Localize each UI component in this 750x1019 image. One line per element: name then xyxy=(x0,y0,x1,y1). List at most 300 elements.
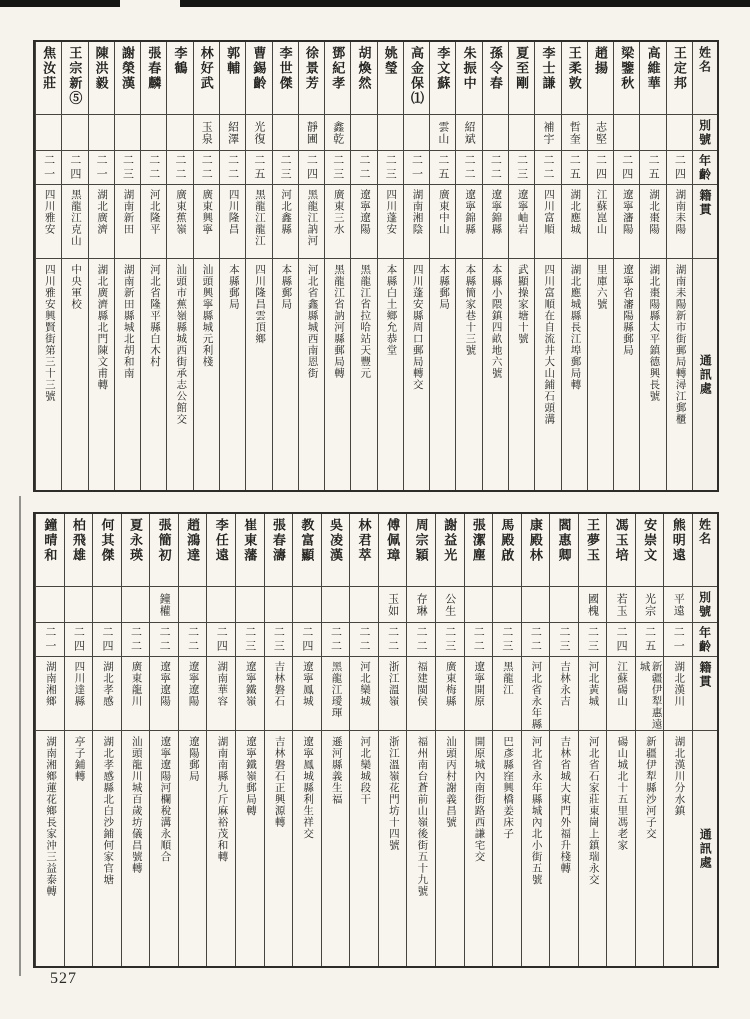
person-origin: 湖北廣濟 xyxy=(96,189,108,235)
person-name-cell xyxy=(325,42,350,114)
person-address: 河北省石家莊東崗上鎮瑞永交 xyxy=(587,736,599,886)
person-address: 湖南耒陽新市街郵局轉潯江郵櫃 xyxy=(674,264,686,425)
person-origin-cell xyxy=(407,656,435,730)
person-age-cell xyxy=(636,622,664,656)
person-column xyxy=(406,514,435,966)
person-name: 崔東藩 xyxy=(242,518,258,563)
person-name-cell xyxy=(322,514,350,586)
person-column xyxy=(377,42,403,490)
person-age-cell xyxy=(293,622,321,656)
person-age-cell xyxy=(150,622,178,656)
person-origin: 四川達縣 xyxy=(73,661,85,707)
person-origin: 黑龍江璦琿 xyxy=(330,661,342,719)
person-origin-cell xyxy=(351,184,376,258)
person-age: 二一 xyxy=(42,153,55,182)
person-name-cell xyxy=(436,514,464,586)
person-origin: 吉林磐石 xyxy=(273,661,285,707)
person-age: 二四 xyxy=(68,153,81,182)
person-name: 教富顯 xyxy=(299,518,315,563)
person-name: 周宗穎 xyxy=(413,518,429,563)
person-name: 張春濤 xyxy=(270,518,286,563)
person-age-cell xyxy=(36,622,64,656)
person-age-cell xyxy=(607,622,635,656)
person-address: 四川富順在自流井大山鋪石頭溝 xyxy=(543,264,555,425)
person-origin: 四川蓬安 xyxy=(385,189,397,235)
person-origin: 遼寧鳳城 xyxy=(301,661,313,707)
person-alias: 國槐 xyxy=(586,592,599,617)
person-origin: 廣東龍川 xyxy=(130,661,142,707)
person-age-cell xyxy=(194,150,219,184)
person-column xyxy=(219,42,245,490)
person-alias: 紹斌 xyxy=(463,120,476,145)
header-age xyxy=(693,622,717,656)
person-address-cell xyxy=(36,258,61,490)
person-column xyxy=(298,42,324,490)
person-alias: 雲山 xyxy=(436,120,449,145)
person-column xyxy=(292,514,321,966)
person-age-cell xyxy=(350,622,378,656)
person-age-cell xyxy=(614,150,639,184)
person-address-cell xyxy=(614,258,639,490)
person-name: 謝益光 xyxy=(442,518,458,563)
person-alias-cell xyxy=(65,586,93,622)
person-origin: 遼寧遼陽 xyxy=(358,189,370,235)
person-column xyxy=(349,514,378,966)
person-alias-cell xyxy=(483,114,508,150)
person-address: 湖北應城縣長江埠郵局轉 xyxy=(569,264,581,391)
person-column xyxy=(245,42,271,490)
person-age: 二三 xyxy=(515,153,528,182)
header-address-label: 通訊處 xyxy=(698,827,713,870)
person-age-cell xyxy=(246,150,271,184)
person-age: 二二 xyxy=(357,153,370,182)
person-age-cell xyxy=(273,150,298,184)
person-column xyxy=(666,42,692,490)
person-name-cell xyxy=(220,42,245,114)
person-age-cell xyxy=(456,150,481,184)
person-origin-cell xyxy=(436,656,464,730)
person-name: 焦汝莊 xyxy=(41,46,57,91)
person-name: 李世傑 xyxy=(277,46,293,91)
person-address-cell xyxy=(207,730,235,966)
person-origin: 湖南湘鄉 xyxy=(44,661,56,707)
person-age-cell xyxy=(404,150,429,184)
person-column xyxy=(350,42,376,490)
person-address: 本縣白土鄉允恭堂 xyxy=(385,264,397,356)
person-origin-cell xyxy=(483,184,508,258)
person-address: 湖北孝感縣北白沙鋪何家官塘 xyxy=(102,736,114,886)
person-origin: 湖南華容 xyxy=(216,661,228,707)
person-origin: 遼寧瀋陽 xyxy=(621,189,633,235)
person-alias-cell xyxy=(664,586,692,622)
person-origin: 湖北漢川 xyxy=(673,661,685,707)
person-column xyxy=(64,514,93,966)
person-age-cell xyxy=(167,150,192,184)
person-age-cell xyxy=(299,150,324,184)
person-age: 二四 xyxy=(72,625,85,654)
person-origin-cell xyxy=(430,184,455,258)
person-age: 二五 xyxy=(568,153,581,182)
header-alias-label: 別號 xyxy=(697,590,712,619)
person-origin-cell xyxy=(62,184,87,258)
person-age: 二四 xyxy=(215,625,228,654)
person-name: 胡煥然 xyxy=(356,46,372,91)
person-alias-cell xyxy=(179,586,207,622)
person-name: 李士謙 xyxy=(540,46,556,91)
person-address: 本縣郵局 xyxy=(227,264,239,310)
person-column xyxy=(166,42,192,490)
person-alias-cell xyxy=(141,114,166,150)
person-age: 二三 xyxy=(331,153,344,182)
person-address-cell xyxy=(265,730,293,966)
person-origin-cell xyxy=(636,656,664,730)
person-origin: 黑龍江龍江 xyxy=(253,189,265,247)
person-alias: 公生 xyxy=(443,592,456,617)
person-name: 熊明遠 xyxy=(670,518,686,563)
person-address-cell xyxy=(664,730,692,966)
person-age: 二五 xyxy=(252,153,265,182)
person-origin-cell xyxy=(89,184,114,258)
person-name: 李文蘇 xyxy=(435,46,451,91)
person-name: 林好武 xyxy=(198,46,214,91)
person-alias-cell xyxy=(456,114,481,150)
person-address-cell xyxy=(322,730,350,966)
person-alias-cell xyxy=(522,586,550,622)
person-name-cell xyxy=(89,42,114,114)
person-alias: 光復 xyxy=(252,120,265,145)
person-address: 湖南新田縣城北胡和南 xyxy=(122,264,134,379)
person-address: 浙江溫嶺花門坊十四號 xyxy=(387,736,399,851)
person-address-cell xyxy=(89,258,114,490)
person-alias: 鑫乾 xyxy=(331,120,344,145)
person-name-cell xyxy=(579,514,607,586)
person-address: 遼寧遼陽河欄稅溝永順合 xyxy=(159,736,171,863)
person-name: 郭輔 xyxy=(225,46,241,76)
person-address: 遼寧省瀋陽縣郵局 xyxy=(622,264,634,356)
person-address-cell xyxy=(194,258,219,490)
person-address-cell xyxy=(607,730,635,966)
person-name-cell xyxy=(483,42,508,114)
person-age-cell xyxy=(322,622,350,656)
person-alias-cell xyxy=(62,114,87,150)
person-name-cell xyxy=(351,42,376,114)
person-origin-cell xyxy=(456,184,481,258)
person-name: 孫令春 xyxy=(487,46,503,91)
person-origin: 黑龍江 xyxy=(501,661,513,696)
person-alias-cell xyxy=(325,114,350,150)
person-origin-cell xyxy=(522,656,550,730)
person-address: 遼陽郵局 xyxy=(187,736,199,782)
person-address: 本縣郵局 xyxy=(280,264,292,310)
person-address: 本縣郵局 xyxy=(438,264,450,310)
person-name: 張簡初 xyxy=(156,518,172,563)
person-origin: 湖北孝感 xyxy=(101,661,113,707)
person-address: 遜河縣義生福 xyxy=(330,736,342,805)
person-alias-cell xyxy=(436,586,464,622)
directory-table-upper xyxy=(33,40,719,492)
person-age: 二四 xyxy=(300,625,313,654)
person-address-cell xyxy=(465,730,493,966)
person-address: 汕頭龍川城百歲坊儀昌號轉 xyxy=(130,736,142,874)
person-origin: 廣東梅縣 xyxy=(444,661,456,707)
person-name: 陳洪毅 xyxy=(93,46,109,91)
person-address-cell xyxy=(640,258,665,490)
person-origin: 湖南湘陰 xyxy=(411,189,423,235)
person-age: 二二 xyxy=(472,625,485,654)
person-name-cell xyxy=(667,42,692,114)
person-origin: 江蘇碭山 xyxy=(616,661,628,707)
person-name-cell xyxy=(493,514,521,586)
person-origin-cell xyxy=(579,656,607,730)
person-alias-cell xyxy=(150,586,178,622)
person-age: 二一 xyxy=(43,625,56,654)
person-address-cell xyxy=(236,730,264,966)
person-name-cell xyxy=(273,42,298,114)
person-alias-cell xyxy=(550,586,578,622)
person-age: 二五 xyxy=(643,625,656,654)
person-age-cell xyxy=(179,622,207,656)
person-alias: 光宗 xyxy=(643,592,656,617)
header-address xyxy=(693,730,717,966)
person-name-cell xyxy=(404,42,429,114)
person-age: 二一 xyxy=(672,625,685,654)
person-column xyxy=(178,514,207,966)
person-age-cell xyxy=(509,150,534,184)
person-address-cell xyxy=(436,730,464,966)
person-address: 開原城內南街路西謙宅交 xyxy=(473,736,485,863)
person-alias-cell xyxy=(220,114,245,150)
person-alias-cell xyxy=(36,114,61,150)
person-origin-cell xyxy=(122,656,150,730)
person-address-cell xyxy=(636,730,664,966)
person-alias-cell xyxy=(322,586,350,622)
person-name: 謝榮漢 xyxy=(119,46,135,91)
person-age: 二五 xyxy=(436,153,449,182)
person-origin-cell xyxy=(246,184,271,258)
person-alias: 志堅 xyxy=(594,120,607,145)
person-age: 二二 xyxy=(541,153,554,182)
person-address-cell xyxy=(351,258,376,490)
person-column xyxy=(35,42,61,490)
person-origin-cell xyxy=(614,184,639,258)
person-column xyxy=(140,42,166,490)
person-origin: 河北隆平 xyxy=(148,189,160,235)
person-address: 汕頭市蕉嶺縣城西街承志公館交 xyxy=(175,264,187,425)
person-alias-cell xyxy=(535,114,560,150)
person-origin: 遼寧遼陽 xyxy=(159,661,171,707)
person-column xyxy=(561,42,587,490)
person-age: 二二 xyxy=(329,625,342,654)
person-origin-cell xyxy=(664,656,692,730)
person-origin-cell xyxy=(236,656,264,730)
person-alias: 玉泉 xyxy=(200,120,213,145)
person-name: 何其傑 xyxy=(99,518,115,563)
page-number: 527 xyxy=(50,970,77,987)
person-alias-cell xyxy=(378,114,403,150)
person-name: 傅佩璋 xyxy=(385,518,401,563)
person-alias-cell xyxy=(122,586,150,622)
person-name-cell xyxy=(522,514,550,586)
person-name-cell xyxy=(379,514,407,586)
person-origin-cell xyxy=(65,656,93,730)
header-age xyxy=(693,150,717,184)
person-origin: 廣東中山 xyxy=(437,189,449,235)
person-name-cell xyxy=(378,42,403,114)
person-column xyxy=(121,514,150,966)
person-name: 李鶴 xyxy=(172,46,188,76)
person-alias-cell xyxy=(167,114,192,150)
person-column xyxy=(639,42,665,490)
person-column xyxy=(403,42,429,490)
person-origin-cell xyxy=(588,184,613,258)
person-age: 二四 xyxy=(100,625,113,654)
person-origin: 四川雅安 xyxy=(43,189,55,235)
person-name-cell xyxy=(664,514,692,586)
person-name-cell xyxy=(194,42,219,114)
person-column xyxy=(492,514,521,966)
person-origin-cell xyxy=(293,656,321,730)
person-column xyxy=(35,514,64,966)
header-origin xyxy=(693,184,717,258)
person-alias: 紹澤 xyxy=(226,120,239,145)
person-name: 鄧紀孝 xyxy=(330,46,346,91)
person-column xyxy=(114,42,140,490)
person-origin: 廣東蕉嶺 xyxy=(175,189,187,235)
person-age-cell xyxy=(141,150,166,184)
person-name-cell xyxy=(293,514,321,586)
person-address: 河北省永年縣城內北小街五號 xyxy=(530,736,542,886)
person-address-cell xyxy=(430,258,455,490)
person-column xyxy=(193,42,219,490)
person-alias: 補宇 xyxy=(541,120,554,145)
person-name: 安崇文 xyxy=(642,518,658,563)
person-origin: 浙江溫嶺 xyxy=(387,661,399,707)
person-address: 湖南湘鄉蓮花鄉長家沖三益泰轉 xyxy=(45,736,57,897)
person-name: 徐景芳 xyxy=(303,46,319,91)
person-address-cell xyxy=(509,258,534,490)
person-origin: 湖南耒陽 xyxy=(674,189,686,235)
person-age-cell xyxy=(667,150,692,184)
person-age-cell xyxy=(436,622,464,656)
person-age: 二二 xyxy=(415,625,428,654)
person-age: 二三 xyxy=(243,625,256,654)
person-origin: 河北欒城 xyxy=(359,661,371,707)
person-address: 亭子鋪轉 xyxy=(73,736,85,782)
person-age: 二三 xyxy=(443,625,456,654)
person-origin-cell xyxy=(640,184,665,258)
person-address: 湖北廣濟縣北門陳文甫轉 xyxy=(96,264,108,391)
person-origin: 江蘇崑山 xyxy=(595,189,607,235)
person-age-cell xyxy=(325,150,350,184)
header-alias xyxy=(693,114,717,150)
person-origin-cell xyxy=(273,184,298,258)
person-address: 吉林磐石正興源轉 xyxy=(273,736,285,828)
person-origin-cell xyxy=(93,656,121,730)
person-alias-cell xyxy=(293,586,321,622)
person-origin: 新疆伊犁惠遠城 xyxy=(638,661,662,730)
person-name-cell xyxy=(122,514,150,586)
person-age: 二二 xyxy=(200,153,213,182)
person-name: 王柔敦 xyxy=(566,46,582,91)
person-origin: 湖北應城 xyxy=(569,189,581,235)
person-name-cell xyxy=(430,42,455,114)
person-origin-cell xyxy=(325,184,350,258)
person-origin: 黑龍江克山 xyxy=(69,189,81,247)
person-address-cell xyxy=(167,258,192,490)
person-age-cell xyxy=(65,622,93,656)
person-alias-cell xyxy=(36,586,64,622)
person-age: 二一 xyxy=(95,153,108,182)
person-address-cell xyxy=(379,730,407,966)
person-alias-cell xyxy=(236,586,264,622)
person-age-cell xyxy=(379,622,407,656)
person-address-cell xyxy=(122,730,150,966)
person-name: 高維華 xyxy=(645,46,661,91)
person-age-cell xyxy=(407,622,435,656)
person-column xyxy=(534,42,560,490)
person-column xyxy=(455,42,481,490)
header-name-label: 姓名 xyxy=(697,518,712,546)
person-address-cell xyxy=(93,730,121,966)
person-origin: 廣東三水 xyxy=(332,189,344,235)
person-age-cell xyxy=(579,622,607,656)
person-age-cell xyxy=(378,150,403,184)
person-origin: 四川富順 xyxy=(542,189,554,235)
person-name-cell xyxy=(207,514,235,586)
person-age: 二三 xyxy=(279,153,292,182)
person-name-cell xyxy=(350,514,378,586)
person-name-cell xyxy=(62,42,87,114)
person-address-cell xyxy=(350,730,378,966)
person-name-cell xyxy=(614,42,639,114)
person-address-cell xyxy=(493,730,521,966)
person-origin-cell xyxy=(378,184,403,258)
person-alias-cell xyxy=(246,114,271,150)
person-age: 二四 xyxy=(620,153,633,182)
person-name: 康殿林 xyxy=(527,518,543,563)
person-column xyxy=(521,514,550,966)
person-name-cell xyxy=(179,514,207,586)
person-origin: 湖南新田 xyxy=(122,189,134,235)
person-origin: 河北黃城 xyxy=(587,661,599,707)
person-alias-cell xyxy=(562,114,587,150)
person-address: 湖北棗陽縣太平鎮德興長號 xyxy=(648,264,660,402)
person-address-cell xyxy=(456,258,481,490)
person-origin: 廣東興寧 xyxy=(201,189,213,235)
person-origin: 河北省永年縣 xyxy=(530,661,542,730)
header-age-label: 年齡 xyxy=(697,153,712,182)
person-origin-cell xyxy=(322,656,350,730)
person-origin: 遼寧岫岩 xyxy=(516,189,528,235)
person-name: 曹錫齡 xyxy=(251,46,267,91)
person-origin: 福建閩侯 xyxy=(416,661,428,707)
person-address-cell xyxy=(562,258,587,490)
person-name: 王定邦 xyxy=(671,46,687,91)
person-age: 二三 xyxy=(500,625,513,654)
person-age-cell xyxy=(465,622,493,656)
person-alias-cell xyxy=(351,114,376,150)
person-age-cell xyxy=(36,150,61,184)
person-address-cell xyxy=(150,730,178,966)
person-address: 汕頭丙村謝義昌號 xyxy=(444,736,456,828)
person-age: 二四 xyxy=(673,153,686,182)
person-origin-cell xyxy=(404,184,429,258)
person-address: 中央軍校 xyxy=(70,264,82,310)
person-age: 二二 xyxy=(129,625,142,654)
person-alias-cell xyxy=(430,114,455,150)
person-column xyxy=(429,42,455,490)
person-address-cell xyxy=(535,258,560,490)
